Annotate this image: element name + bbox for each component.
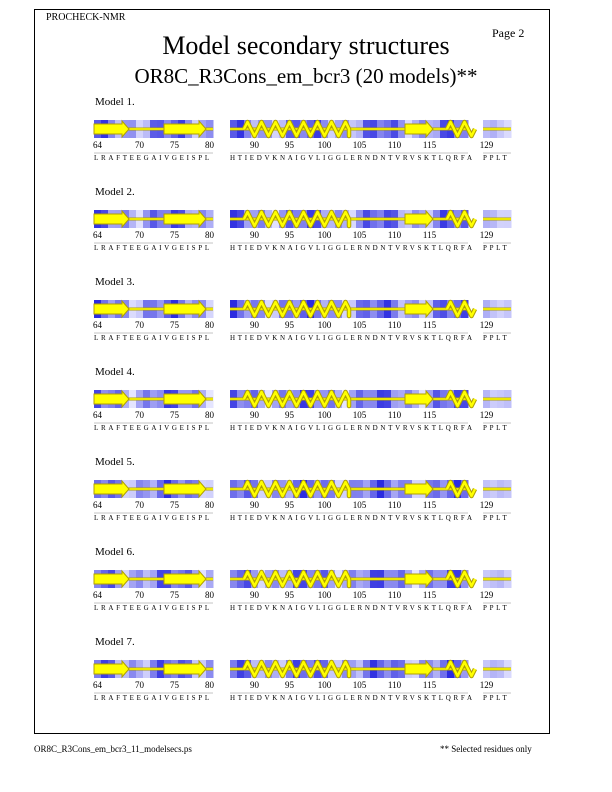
residue-tick-label: 95 [285, 230, 294, 240]
residue-tick-label: 90 [250, 230, 259, 240]
residue-tick-label: 80 [205, 410, 214, 420]
residue-tick-label: 105 [352, 590, 367, 600]
sequence-text: HTIEDVKNAIGVLIGGLERNDNTVRVSKTLQRFA [230, 154, 475, 162]
residue-tick-label: 115 [422, 410, 437, 420]
residue-tick-label: 64 [93, 410, 102, 420]
residue-tick-label: 100 [317, 500, 332, 510]
residue-tick-label: 115 [422, 680, 437, 690]
model-label: Model 3. [95, 276, 135, 288]
residue-tick-label: 90 [250, 410, 259, 420]
sequence-text: HTIEDVKNAIGVLIGGLERNDNTVRVSKTLQRFA [230, 334, 475, 342]
residue-tick-label: 75 [170, 500, 179, 510]
residue-tick-label: 105 [352, 500, 367, 510]
residue-tick-label: 129 [479, 320, 494, 330]
residue-tick-label: 95 [285, 680, 294, 690]
sequence-text: PPLT [483, 694, 510, 702]
footer-filename: OR8C_R3Cons_em_bcr3_11_modelsecs.ps [34, 744, 192, 754]
residue-tick-label: 110 [387, 230, 402, 240]
residue-tick-label: 115 [422, 320, 437, 330]
residue-tick-label: 129 [479, 500, 494, 510]
residue-tick-label: 64 [93, 500, 102, 510]
residue-tick-label: 115 [422, 500, 437, 510]
sequence-text: HTIEDVKNAIGVLIGGLERNDNTVRVSKTLQRFA [230, 424, 475, 432]
residue-tick-label: 129 [479, 680, 494, 690]
residue-tick-label: 80 [205, 140, 214, 150]
sequence-text: LRAFTEEGAIVGEISPL [94, 424, 212, 432]
sequence-text: HTIEDVKNAIGVLIGGLERNDNTVRVSKTLQRFA [230, 694, 475, 702]
residue-tick-label: 105 [352, 230, 367, 240]
residue-tick-label: 70 [135, 140, 144, 150]
residue-tick-label: 64 [93, 680, 102, 690]
residue-tick-label: 115 [422, 590, 437, 600]
program-name: PROCHECK-NMR [46, 12, 126, 23]
residue-tick-label: 90 [250, 500, 259, 510]
residue-tick-label: 115 [422, 230, 437, 240]
residue-tick-label: 105 [352, 140, 367, 150]
page-subtitle: OR8C_R3Cons_em_bcr3 (20 models)** [134, 64, 478, 88]
residue-tick-label: 70 [135, 320, 144, 330]
residue-tick-label: 110 [387, 500, 402, 510]
residue-tick-label: 70 [135, 410, 144, 420]
residue-tick-label: 100 [317, 140, 332, 150]
residue-tick-label: 80 [205, 680, 214, 690]
sequence-text: LRAFTEEGAIVGEISPL [94, 694, 212, 702]
page-title: Model secondary structures [162, 31, 450, 60]
residue-tick-label: 105 [352, 680, 367, 690]
sequence-text: HTIEDVKNAIGVLIGGLERNDNTVRVSKTLQRFA [230, 604, 475, 612]
residue-tick-label: 110 [387, 590, 402, 600]
page-number: Page 2 [492, 26, 525, 40]
residue-tick-label: 95 [285, 410, 294, 420]
residue-tick-label: 105 [352, 410, 367, 420]
residue-tick-label: 90 [250, 140, 259, 150]
residue-tick-label: 64 [93, 590, 102, 600]
residue-tick-label: 100 [317, 320, 332, 330]
residue-tick-label: 95 [285, 320, 294, 330]
residue-tick-label: 100 [317, 590, 332, 600]
residue-tick-label: 75 [170, 230, 179, 240]
residue-tick-label: 129 [479, 590, 494, 600]
model-label: Model 7. [95, 636, 135, 648]
model-label: Model 4. [95, 366, 135, 378]
sequence-text: LRAFTEEGAIVGEISPL [94, 334, 212, 342]
sequence-text: HTIEDVKNAIGVLIGGLERNDNTVRVSKTLQRFA [230, 514, 475, 522]
sequence-text: PPLT [483, 424, 510, 432]
sequence-text: PPLT [483, 604, 510, 612]
residue-tick-label: 70 [135, 680, 144, 690]
model-label: Model 1. [95, 96, 135, 108]
residue-tick-label: 129 [479, 410, 494, 420]
residue-tick-label: 80 [205, 590, 214, 600]
residue-tick-label: 64 [93, 230, 102, 240]
residue-tick-label: 100 [317, 680, 332, 690]
footer-note: ** Selected residues only [440, 744, 532, 754]
model-label: Model 5. [95, 456, 135, 468]
residue-tick-label: 64 [93, 320, 102, 330]
model-label: Model 2. [95, 186, 135, 198]
sequence-text: LRAFTEEGAIVGEISPL [94, 514, 212, 522]
residue-tick-label: 95 [285, 140, 294, 150]
residue-tick-label: 100 [317, 410, 332, 420]
residue-tick-label: 110 [387, 140, 402, 150]
residue-tick-label: 90 [250, 320, 259, 330]
residue-tick-label: 75 [170, 320, 179, 330]
residue-tick-label: 75 [170, 140, 179, 150]
residue-tick-label: 90 [250, 680, 259, 690]
residue-tick-label: 110 [387, 680, 402, 690]
sequence-text: PPLT [483, 154, 510, 162]
residue-tick-label: 80 [205, 320, 214, 330]
sequence-text: PPLT [483, 514, 510, 522]
residue-tick-label: 75 [170, 590, 179, 600]
residue-tick-label: 75 [170, 680, 179, 690]
residue-tick-label: 129 [479, 230, 494, 240]
residue-tick-label: 80 [205, 230, 214, 240]
sequence-text: LRAFTEEGAIVGEISPL [94, 604, 212, 612]
residue-tick-label: 95 [285, 590, 294, 600]
residue-tick-label: 100 [317, 230, 332, 240]
residue-tick-label: 70 [135, 230, 144, 240]
residue-tick-label: 105 [352, 320, 367, 330]
sequence-text: PPLT [483, 334, 510, 342]
sequence-text: LRAFTEEGAIVGEISPL [94, 154, 212, 162]
residue-tick-label: 95 [285, 500, 294, 510]
residue-tick-label: 70 [135, 500, 144, 510]
residue-tick-label: 110 [387, 410, 402, 420]
sequence-text: LRAFTEEGAIVGEISPL [94, 244, 212, 252]
residue-tick-label: 110 [387, 320, 402, 330]
residue-tick-label: 115 [422, 140, 437, 150]
residue-tick-label: 70 [135, 590, 144, 600]
residue-tick-label: 90 [250, 590, 259, 600]
sequence-text: HTIEDVKNAIGVLIGGLERNDNTVRVSKTLQRFA [230, 244, 475, 252]
residue-tick-label: 64 [93, 140, 102, 150]
residue-tick-label: 80 [205, 500, 214, 510]
residue-tick-label: 129 [479, 140, 494, 150]
model-label: Model 6. [95, 546, 135, 558]
sequence-text: PPLT [483, 244, 510, 252]
residue-tick-label: 75 [170, 410, 179, 420]
